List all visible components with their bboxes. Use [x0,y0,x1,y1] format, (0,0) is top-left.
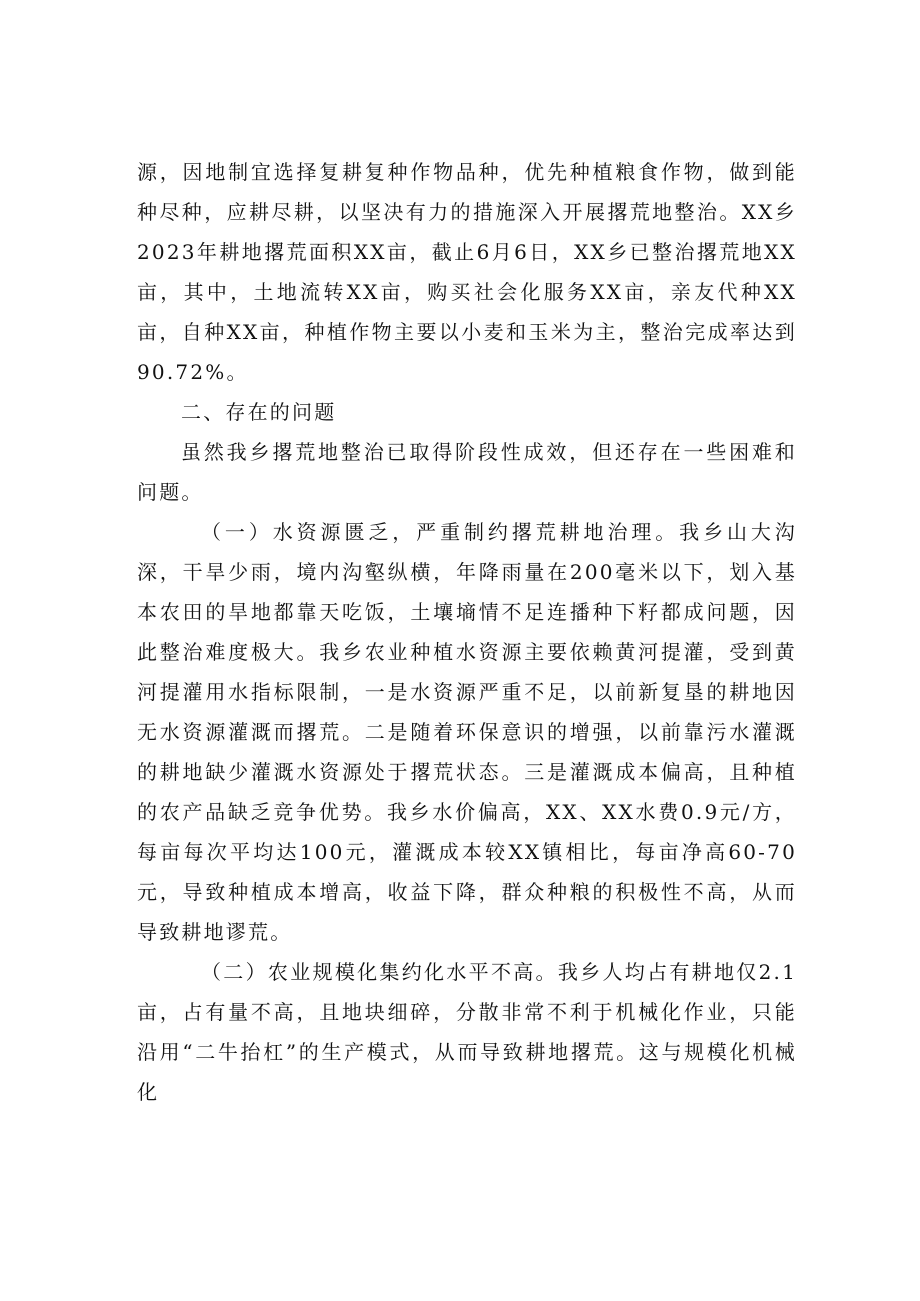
document-body [137,152,797,1112]
paragraph-continuation: 源，因地制宜选择复耕复种作物品种，优先种植粮食作物，做到能种尽种，应耕尽耕，以坚决有力的措施深入开展撂荒地整治。XX乡2023年耕地撂荒面积XX亩，截止6月6日，XX乡已整治撂荒地XX亩，其中，土地流转XX亩，购买社会化服务XX亩，亲友代种XX亩，自种XX亩，种植作物主要以小麦和玉米为主，整治完成率达到90.72%。 [137,160,797,384]
paragraph-water-resources: （一）水资源匮乏，严重制约撂荒耕地治理。我乡山大沟深，干旱少雨，境内沟壑纵横，年降雨量在200毫米以下，划入基本农田的旱地都靠天吃饭，土壤墒情不足连播种下籽都成问题，因此整治难度极大。我乡农业种植水资源主要依赖黄河提灌，受到黄河提灌用水指标限制，一是水资源严重不足，以前新复垦的耕地因无水资源灌溉而撂荒。二是随着环保意识的增强，以前靠污水灌溉的耕地缺少灌溉水资源处于撂荒状态。三是灌溉成本偏高，且种植的农产品缺乏竞争优势。我乡水价偏高，XX、XX水费0.9元/方，每亩每次平均达100元，灌溉成本较XX镇相比，每亩净高60-70元，导致种植成本增高，收益下降，群众种粮的积极性不高，从而导致耕地谬荒。 [137,520,797,944]
paragraph-intro: 虽然我乡撂荒地整治已取得阶段性成效，但还存在一些困难和问题。 [137,440,797,504]
paragraph-scale-farming: （二）农业规模化集约化水平不高。我乡人均占有耕地仅2.1亩，占有量不高，且地块细碎，分散非常不利于机械化作业，只能沿用“二牛抬杠”的生产模式，从而导致耕地撂荒。这与规模化机械化 [137,960,797,1104]
section-heading: 二、存在的问题 [181,400,337,424]
